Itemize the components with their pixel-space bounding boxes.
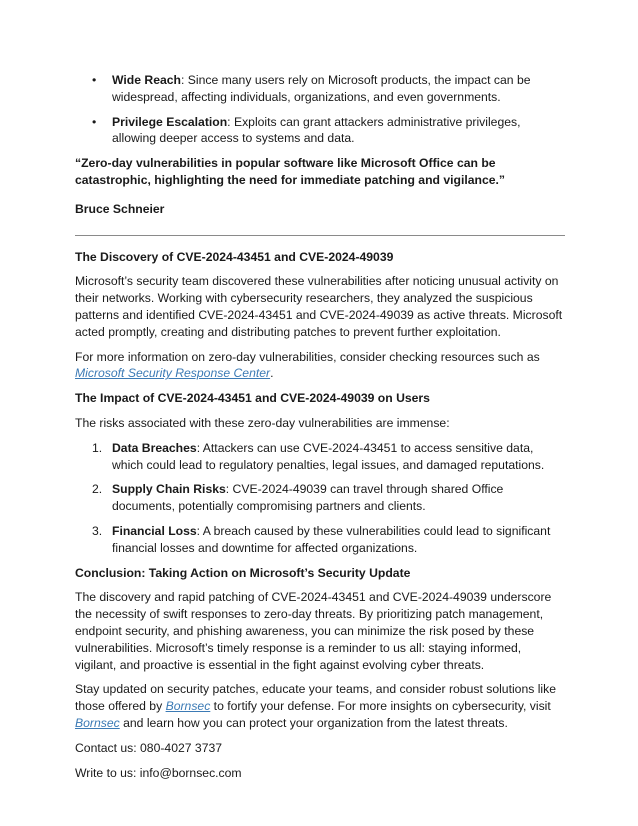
impact-numbered-list [75,440,565,557]
item-term: Data Breaches [112,440,197,455]
list-item [75,114,565,148]
item-text: : A breach caused by these vulnerabilities could lead to significant financial losses and downtime for affected organizations. [112,523,551,555]
bullet-term: Privilege Escalation [112,114,228,129]
list-item [75,72,565,106]
pull-quote: “Zero-day vulnerabilities in popular software like Microsoft Office can be catastrophic, highlighting the need for immediate patching and vigilance.” [75,156,506,187]
more-info-text: For more information on zero-day vulnerabilities, consider checking resources such as [75,349,540,364]
bornsec-link[interactable]: Bornsec [75,715,120,730]
conclusion-paragraph: The discovery and rapid patching of CVE-2024-43451 and CVE-2024-49039 underscore the necessity of swift responses to zero-day threats. By prioritizing patch management, endpoint security, and phishing awareness, you can minimize the risk posed by these vulnerabilities. Microsoft’s timely response is a reminder to us all: staying informed, vigilant, and proactive is essential in the fight against evolving cyber threats. [75,590,552,672]
risk-bullet-list [75,72,565,147]
item-text: : CVE-2024-49039 can travel through shared Office documents, potentially compromising partners and clients. [112,482,504,514]
msrc-link[interactable]: Microsoft Security Response Center [75,366,271,381]
document-content [75,72,565,789]
list-item [75,523,565,557]
item-number: 2. [92,482,103,497]
item-term: Supply Chain Risks [112,482,226,497]
bullet-icon: • [92,73,97,87]
bullet-term: Wide Reach [112,73,181,87]
contact-phone: Contact us: 080-4027 3737 [75,740,223,755]
item-number: 1. [92,440,103,455]
bullet-text: : Since many users rely on Microsoft products, the impact can be widespread, affecting individuals, organizations, and even governments. [112,73,531,104]
quote-author: Bruce Schneier [75,201,165,216]
impact-intro: The risks associated with these zero-day vulnerabilities are immense: [75,415,450,430]
section-divider [75,235,565,236]
section-heading-impact: The Impact of CVE-2024-43451 and CVE-2024-49039 on Users [75,391,430,406]
list-item [75,440,565,474]
bullet-icon: • [92,114,97,129]
contact-email: Write to us: info@bornsec.com [75,765,242,780]
cta-paragraph [75,681,565,731]
item-number: 3. [92,523,103,538]
cta-text-c: and learn how you can protect your organization from the latest threats. [119,715,508,730]
bullet-text: : Exploits can grant attackers administrative privileges, allowing deeper access to systems and data. [112,114,521,146]
cta-text-a: Stay updated on security patches, educate your teams, and consider robust solutions like those offered by [75,682,557,714]
bornsec-link[interactable]: Bornsec [165,699,211,714]
discovery-paragraph: Microsoft’s security team discovered these vulnerabilities after noticing unusual activity on their networks. Working with cybersecurity researchers, they analyzed the suspicious patterns and identified CVE-2024-43451 and CVE-2024-49039 as active threats. Microsoft acted promptly, creating and distributing patches to prevent further exploitation. [75,274,563,339]
item-term: Financial Loss [112,523,197,538]
cta-text-b: to fortify your defense. For more insights on cybersecurity, visit [210,699,551,714]
more-info-paragraph [75,349,565,383]
section-heading-conclusion: Conclusion: Taking Action on Microsoft’s Security Update [75,565,411,580]
list-item [75,481,565,515]
more-info-suffix: . [270,366,274,381]
item-text: : Attackers can use CVE-2024-43451 to access sensitive data, which could lead to regulatory penalties, legal issues, and damaged reputations. [112,440,545,472]
section-heading-discovery: The Discovery of CVE-2024-43451 and CVE-2024-49039 [75,249,394,264]
